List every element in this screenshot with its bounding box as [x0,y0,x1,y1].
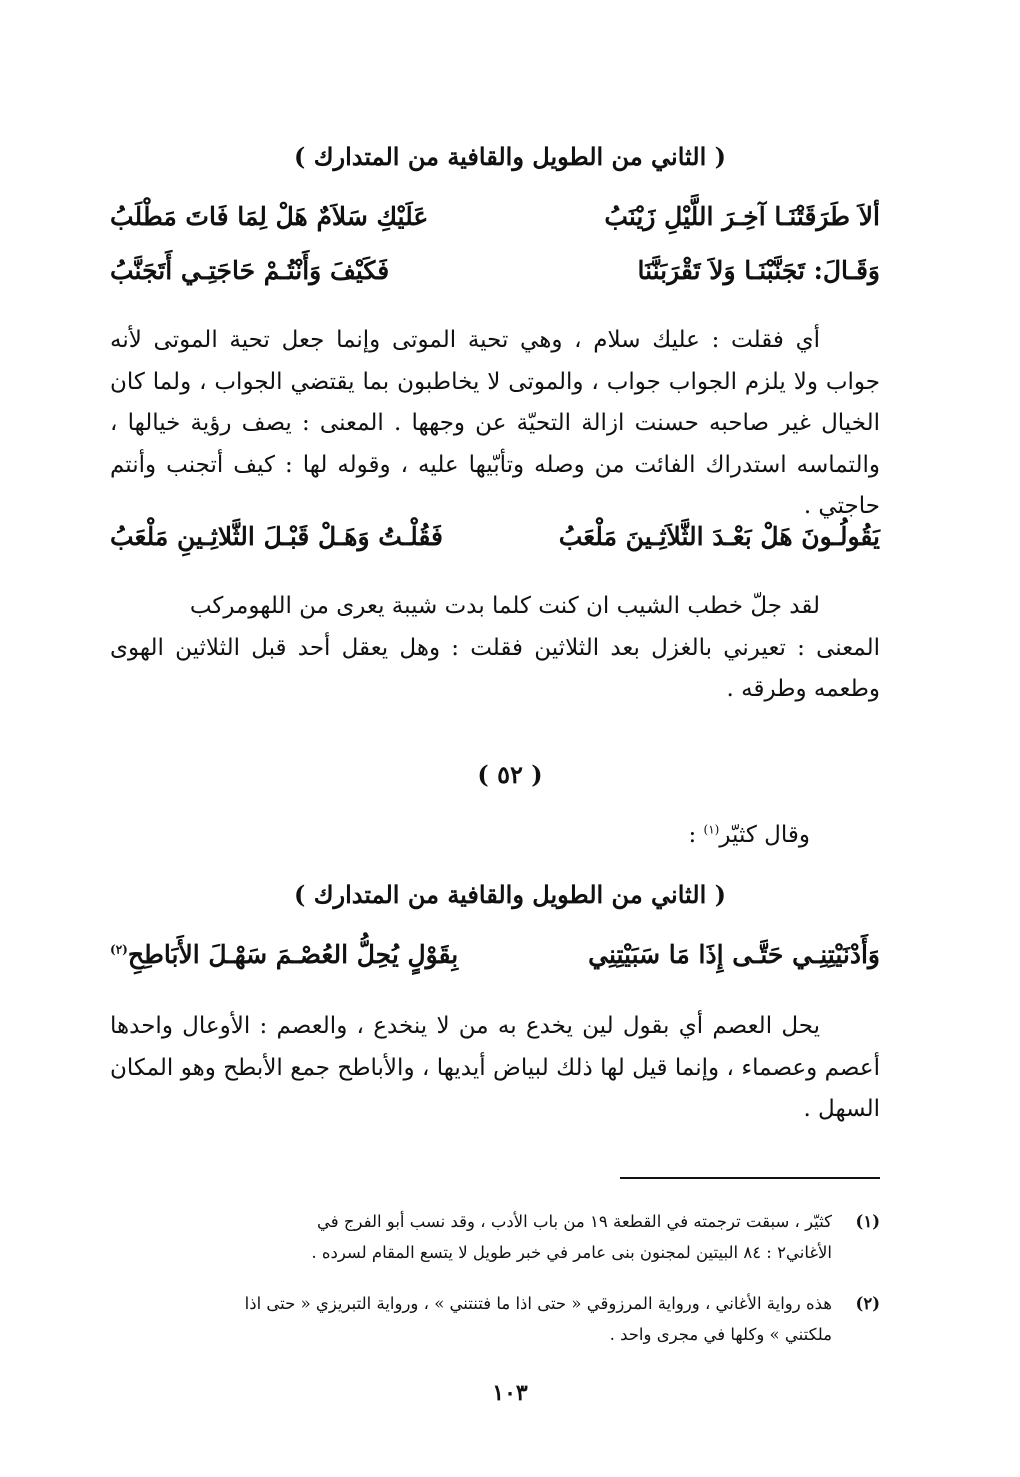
verse-3-first-hemistich: يَقُولُـونَ هَلْ بَعْـدَ الثَّلاَثِـينَ مَلْعَبُ [558,522,880,551]
verse-2-second-hemistich: فَكَيْفَ وَأَنْتُـمْ حَاجَتِـي أَتَجَنَّبُ [110,256,390,285]
verse-1-second-hemistich: عَلَيْكِ سَلاَمٌ هَلْ لِمَا فَاتَ مَطْلَبُ [110,202,429,231]
verse-4-second-hemistich [110,940,458,969]
poem-intro-text: وقال كثيّر [719,822,810,848]
footnote-ref-2: (٢) [110,942,128,957]
page-number: ١٠٣ [492,1380,528,1406]
verse-3-second-hemistich: فَقُلْـتُ وَهَـلْ قَبْـلَ الثَّلاثِـينِ مَلْعَبُ [110,522,443,551]
commentary-3 [110,1006,880,1131]
commentary-2-text: المعنى : تعيرني بالغزل بعد الثلاثين فقلت : وهل يعقل أحد قبل الثلاثين الهوى وطعمه وطرقه . [110,634,880,702]
footnote-2-line-1: هذه رواية الأغاني ، ورواية المرزوقي « حتى اذا ما فتنتني » ، ورواية التبريزي « حتى اذا [244,1294,832,1313]
footnote-2 [110,1288,880,1350]
commentary-1 [110,320,880,528]
verse-line-1 [110,202,880,246]
verse-line-3 [110,522,880,566]
verse-2-first-hemistich: وَقَـالَ: تَجَنَّبْنَـا وَلاَ تَقْرَبَنَّنَا [637,256,880,285]
footnote-1-line-2: الأغاني٢ : ٨٤ البيتين لمجنون بنى عامر في خبر طويل لا يتسع المقام لسرده . [311,1243,832,1262]
meter-heading-1: ( الثاني من الطويل والقافية من المتدارك ) [294,142,726,171]
poem-intro [688,822,810,848]
footnote-1 [110,1206,880,1268]
verse-line-2 [110,256,880,300]
footnote-ref-1: (١) [703,822,720,837]
verse-4-second-text: بِقَوْلٍ يُحِلُّ العُصْـمَ سَهْـلَ الأَبَاطِحِ [127,940,459,969]
poem-intro-colon: : [688,822,704,848]
footnote-1-line-1: كثيّر ، سبقت ترجمته في القطعة ١٩ من باب الأدب ، وقد نسب أبو الفرج في [316,1212,832,1231]
commentary-3-text: يحل العصم أي بقول لين يخدع به من لا ينخدع ، والعصم : الأوعال واحدها أعصم وعصماء ، وإنما قيل لها ذلك لبياض أيديها ، والأباطح جمع الأبطح وهو المكان السهل . [110,1013,880,1122]
verse-line-4 [110,940,880,984]
verse-1-first-hemistich: ألاَ طَرَقَتْنَـا آخِـرَ اللَّيْلِ زَيْنَبُ [604,202,880,231]
footnote-separator [620,1177,880,1179]
meter-heading-2: ( الثاني من الطويل والقافية من المتدارك ) [294,880,726,909]
commentary-2 [110,586,880,711]
footnote-1-number: (١) [855,1212,880,1231]
commentary-1-text: أي فقلت : عليك سلام ، وهي تحية الموتى وإنما جعل تحية الموتى لأنه جواب ولا يلزم الجواب جواب ، والموتى لا يخاطبون بما يقتضي الجواب ، ولما كان الخيال غير صاحبه حسنت ازالة التحيّة عن وجهها . المعنى : يصف رؤية خيالها ، والتماسه استدراك الفائت من وصله وتأبّيها عليه ، وقوله لها : كيف أتجنب وأنتم حاجتي . [110,327,880,519]
quoted-verse-line: لقد جلّ خطب الشيب ان كنت كلما بدت شيبة يعرى من اللهومركب [189,593,820,619]
footnote-2-number: (٢) [855,1294,880,1313]
poem-number: ( ٥٢ ) [477,760,543,789]
verse-4-first-hemistich: وَأَدْنَيْتِنِـي حَتَّـى إِذَا مَا سَبَيْتِنِي [588,940,880,969]
footnote-2-line-2: ملكتني » وكلها في مجرى واحد . [609,1325,832,1344]
